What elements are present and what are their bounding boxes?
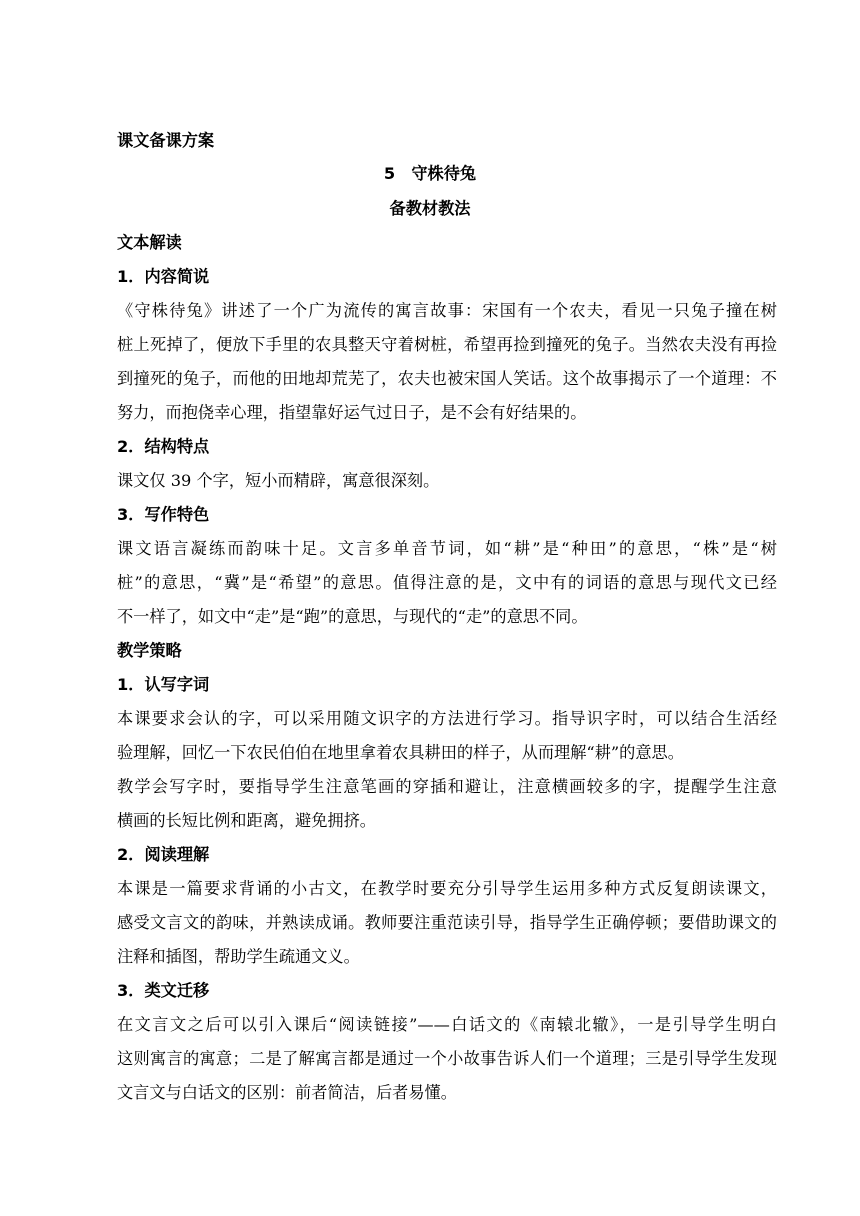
paragraph-line: 课文仅 39 个字，短小而精辟，寓意很深刻。 xyxy=(117,471,440,490)
paragraph-line: 到撞死的兔子，而他的田地却荒芜了，农夫也被宋国人笑话。这个故事揭示了一个道理：不 xyxy=(117,369,777,388)
paragraph-line: 注释和插图，帮助学生疏通文义。 xyxy=(117,947,360,966)
paragraph-line: 不一样了，如文中“走”是“跑”的意思，与现代的“走”的意思不同。 xyxy=(117,607,588,626)
lesson-title: 5 守株待兔 xyxy=(383,164,477,183)
paragraph-line: 文言文与白话文的区别：前者简洁，后者易懂。 xyxy=(117,1083,457,1102)
paragraph-line: 努力，而抱侥幸心理，指望靠好运气过日子，是不会有好结果的。 xyxy=(117,403,587,422)
paragraph-line: 本课要求会认的字，可以采用随文识字的方法进行学习。指导识字时，可以结合生活经 xyxy=(117,709,777,728)
doc-header: 课文备课方案 xyxy=(117,131,215,150)
paragraph-line: 横画的长短比例和距离，避免拥挤。 xyxy=(117,811,376,830)
subheading-structure: 2．结构特点 xyxy=(117,437,210,456)
heading-text-reading: 文本解读 xyxy=(117,233,182,252)
paragraph-line: 感受文言文的韵味，并熟读成诵。教师要注重范读引导，指导学生正确停顿；要借助课文的 xyxy=(117,913,777,932)
paragraph-line: 验理解，回忆一下农民伯伯在地里拿着农具耕田的样子，从而理解“耕”的意思。 xyxy=(117,743,684,762)
paragraph-line: 在文言文之后可以引入课后“阅读链接”——白话文的《南辕北辙》，一是引导学生明白 xyxy=(117,1015,777,1034)
paragraph-line: 桩”的意思，“冀”是“希望”的意思。值得注意的是，文中有的词语的意思与现代文已经 xyxy=(117,573,777,592)
paragraph-line: 教学会写字时，要指导学生注意笔画的穿插和避让，注意横画较多的字，提醒学生注意 xyxy=(117,777,777,796)
heading-strategy: 教学策略 xyxy=(117,641,182,660)
paragraph-line: 桩上死掉了，便放下手里的农具整天守着树桩，希望再捡到撞死的兔子。当然农夫没有再捡 xyxy=(117,335,777,354)
paragraph-line: 本课是一篇要求背诵的小古文，在教学时要充分引导学生运用多种方式反复朗读课文， xyxy=(117,879,777,898)
paragraph-line: 这则寓言的寓意；二是了解寓言都是通过一个小故事告诉人们一个道理；三是引导学生发现 xyxy=(117,1049,777,1068)
subheading-writing: 3．写作特色 xyxy=(117,505,210,524)
subheading-content: 1．内容简说 xyxy=(117,267,210,286)
subheading-characters: 1．认写字词 xyxy=(117,675,210,694)
section-subtitle: 备教材教法 xyxy=(389,199,471,218)
paragraph-line: 《守株待兔》讲述了一个广为流传的寓言故事：宋国有一个农夫，看见一只兔子撞在树 xyxy=(117,301,777,320)
subheading-reading: 2．阅读理解 xyxy=(117,845,210,864)
paragraph-line: 课文语言凝练而韵味十足。文言多单音节词，如“耕”是“种田”的意思，“株”是“树 xyxy=(117,539,777,558)
subheading-transfer: 3．类文迁移 xyxy=(117,981,210,1000)
